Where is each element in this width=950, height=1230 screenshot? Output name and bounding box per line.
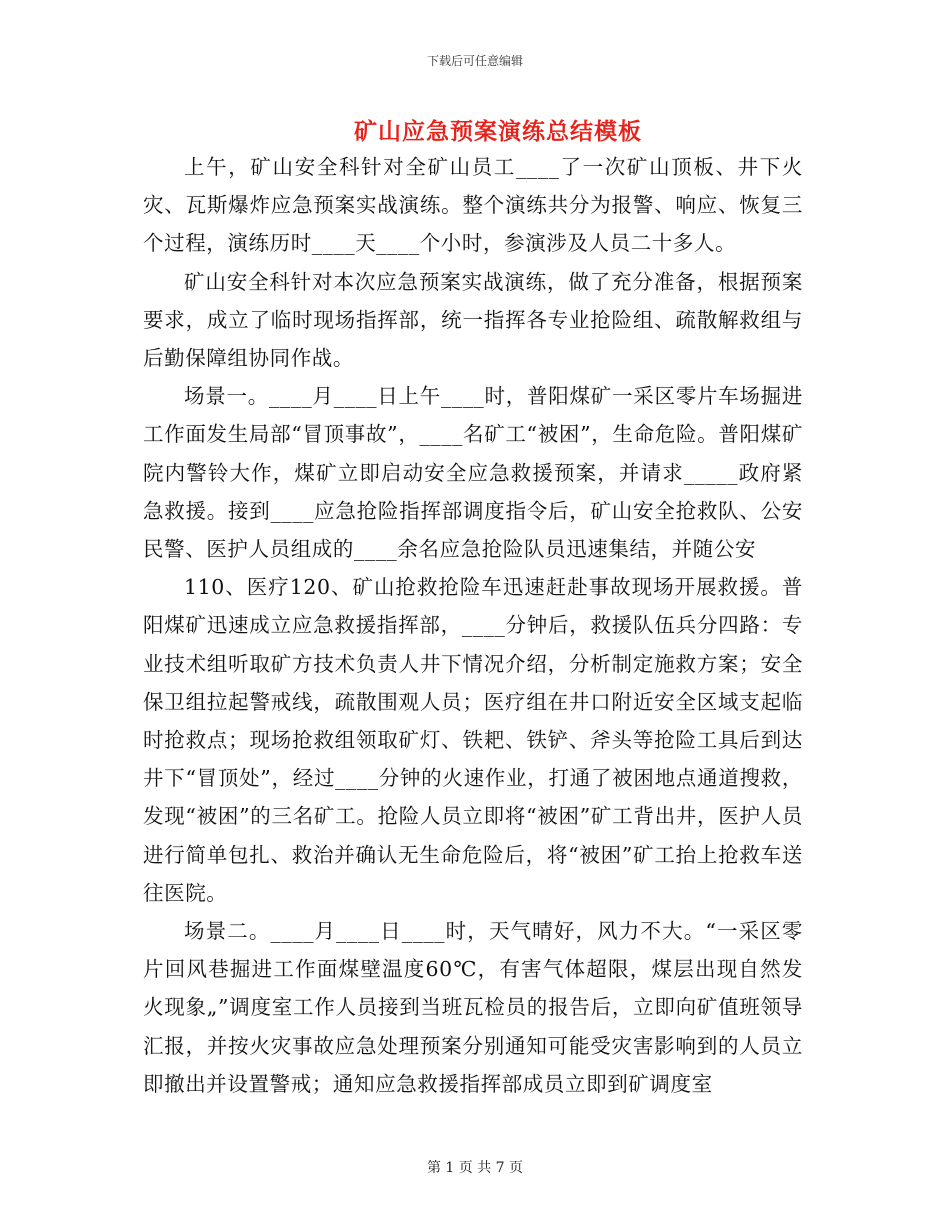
paragraph-scene-one: 场景一。____月____日上午____时，普阳煤矿一采区零片车场掘进工作面发生局部“冒顶事故”，____名矿工“被困”，生命危险。普阳煤矿院内警铃大作，煤矿立即启动安全应急救援预案，并请求_____政府紧急救援。接到____应急抢险指挥部调度指令后，矿山安全抢救队、公安民警、医护人员组成的____余名应急抢险队员迅速集结，并随公安 [143, 384, 803, 562]
page-header-note: 下载后可任意编辑 [426, 54, 523, 68]
document-body [143, 148, 803, 1103]
paragraph-scene-two: 场景二。____月____日____时，天气晴好，风力不大。“一采区零片回风巷掘进工作面煤壁温度60℃，有害气体超限，煤层出现自然发火现象„”调度室工作人员接到当班瓦检员的报告后，立即向矿值班领导汇报，并按火灾事故应急处理预案分别通知可能受灾害影响到的人员立即撤出并设置警戒；通知应急救援指挥部成员立即到矿调度室 [143, 919, 803, 1096]
paragraph-intro: 上午，矿山安全科针对全矿山员工____了一次矿山顶板、井下火灾、瓦斯爆炸应急预案实战演练。整个演练共分为报警、响应、恢复三个过程，演练历时____天____个小时，参演涉及人员二十多人。 [143, 155, 803, 256]
document-title: 矿山应急预案演练总结模板 [354, 118, 642, 145]
paragraph-rescue-operation: 110、医疗120、矿山抢救抢险车迅速赶赴事故现场开展救援。普阳煤矿迅速成立应急救援指挥部，____分钟后，救援队伍兵分四路：专业技术组听取矿方技术负责人井下情况介绍，分析制定施救方案；安全保卫组拉起警戒线，疏散围观人员；医疗组在井口附近安全区域支起临时抢救点；现场抢救组领取矿灯、铁耙、铁铲、斧头等抢险工具后到达井下“冒顶处”，经过____分钟的火速作业，打通了被困地点通道搜救，发现“被困”的三名矿工。抢险人员立即将“被困”矿工背出井，医护人员进行简单包扎、救治并确认无生命危险后，将“被困”矿工抬上抢救车送往医院。 [143, 575, 803, 905]
page-number: 第 1 页 共 7 页 [426, 1160, 524, 1176]
paragraph-preparation: 矿山安全科针对本次应急预案实战演练，做了充分准备，根据预案要求，成立了临时现场指挥部，统一指挥各专业抢险组、疏散解救组与后勤保障组协同作战。 [143, 269, 803, 371]
